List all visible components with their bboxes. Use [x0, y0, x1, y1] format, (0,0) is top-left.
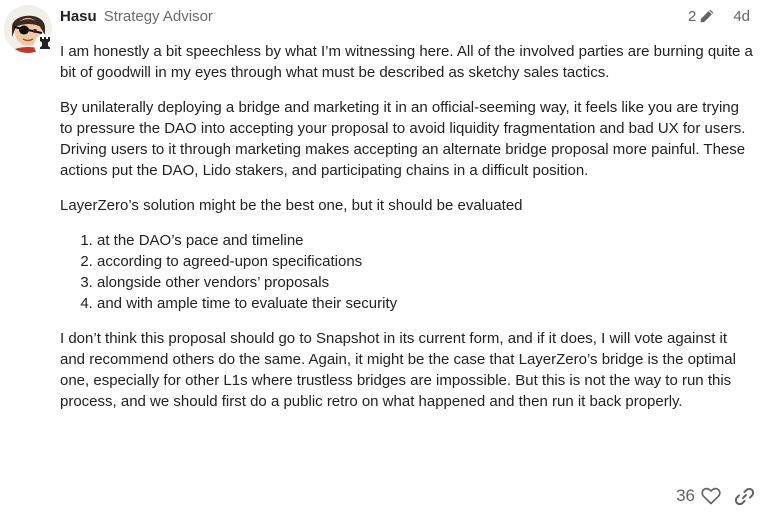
- heart-icon: [701, 487, 721, 505]
- user-flair: [34, 34, 56, 56]
- list-item: 2. according to agreed-upon specifications: [97, 251, 754, 272]
- post-age[interactable]: 4d: [733, 7, 750, 25]
- post-header: [60, 5, 213, 27]
- user-title: Strategy Advisor: [103, 7, 213, 25]
- post-body: [60, 41, 754, 426]
- username[interactable]: Hasu: [60, 7, 97, 25]
- like-button[interactable]: [701, 487, 721, 505]
- paragraph-2: By unilaterally deploying a bridge and marketing it in an official-seeming way, it feels like you are trying to pressure the DAO into accepting your proposal to avoid liquidity fragmentation and bad UX for users. Driving users to it through marketing makes accepting an alternate bridge proposal more painful. These actions put the DAO, Lido stakers, and participating chains in a difficult position.: [60, 99, 746, 179]
- like-count[interactable]: 36: [676, 486, 695, 505]
- share-button[interactable]: [735, 487, 754, 506]
- post-meta: [688, 5, 750, 27]
- edit-history-button[interactable]: [688, 8, 715, 25]
- rook-icon: [38, 36, 52, 55]
- list-item: 3. alongside other vendors’ proposals: [97, 272, 754, 293]
- pencil-icon: [699, 8, 715, 24]
- post-actions: [676, 484, 754, 508]
- edit-count: 2: [687, 7, 697, 25]
- paragraph-1: I am honestly a bit speechless by what I’m witnessing here. All of the involved parties are burning quite a bit of goodwill in my eyes through what must be described as sketchy sales tactics.: [60, 43, 753, 81]
- link-icon: [735, 487, 754, 506]
- evaluation-list: [60, 230, 754, 314]
- list-item: 4. and with ample time to evaluate their security: [97, 293, 754, 314]
- paragraph-3: LayerZero’s solution might be the best one, but it should be evaluated: [60, 197, 523, 214]
- list-item: 1. at the DAO’s pace and timeline: [97, 230, 754, 251]
- paragraph-4: I don’t think this proposal should go to Snapshot in its current form, and if it does, I will vote against it and recommend others do the same. Again, it might be the case that LayerZero’s bridge is the optimal one, especially for other L1s where trustless bridges are impossible. But this is not the way to run this process, and we should first do a public retro on what happened and then run it back properly.: [60, 330, 736, 410]
